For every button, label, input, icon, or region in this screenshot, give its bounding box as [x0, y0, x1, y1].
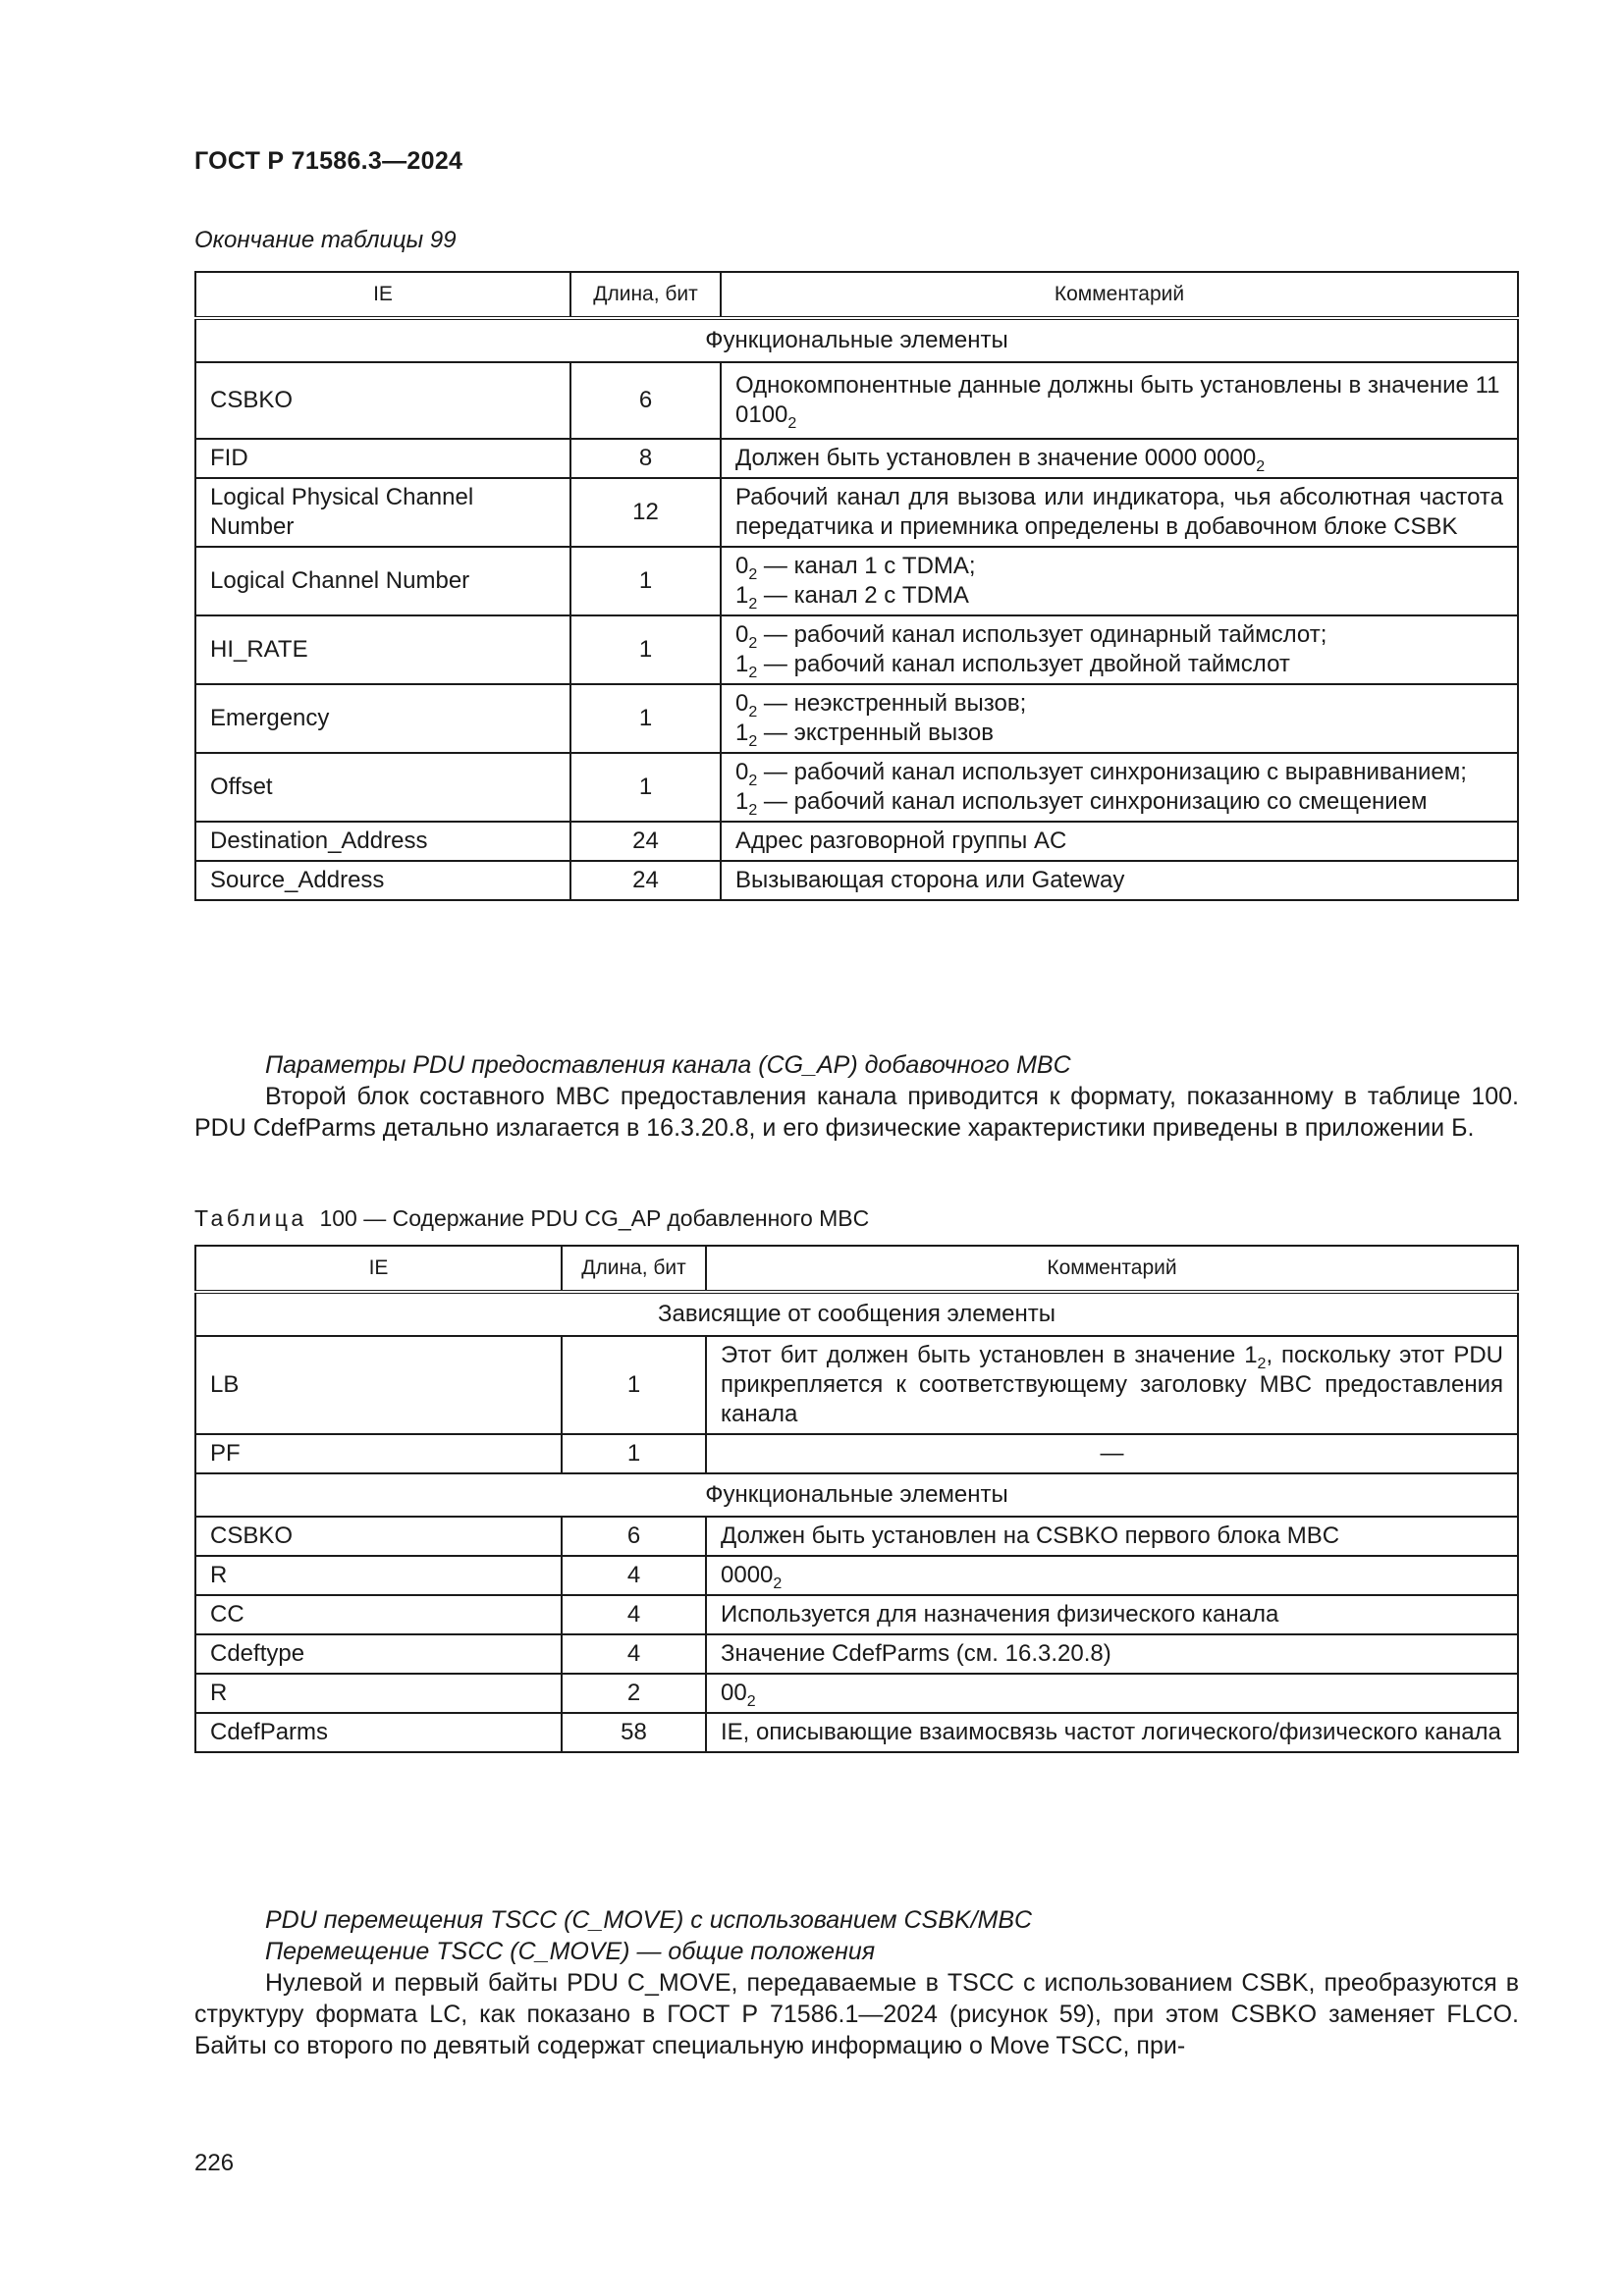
length-cell: 24: [570, 861, 721, 900]
length-cell: 1: [570, 615, 721, 684]
ie-cell: Offset: [195, 753, 570, 822]
comment-cell: $0_2$ — рабочий канал использует одинарный таймслот; $1_2$ — рабочий канал использует двойной таймслот: [721, 615, 1518, 684]
table-row: [195, 439, 1518, 478]
ie-cell: Source_Address: [195, 861, 570, 900]
comment-cell: $0_2$ — неэкстренный вызов; $1_2$ — экстренный вызов: [721, 684, 1518, 753]
table-100-caption: Таблица 100 — Содержание PDU CG_AP добавленного MBC: [194, 1205, 870, 1231]
ie-cell: LB: [195, 1336, 562, 1434]
length-cell: 1: [562, 1336, 706, 1434]
table-row: [195, 615, 1518, 684]
length-cell: 58: [562, 1713, 706, 1752]
table-row: [195, 1634, 1518, 1674]
section-row: [195, 1473, 1518, 1517]
ie-cell: CSBKO: [195, 1517, 562, 1556]
table-header-row: [195, 1246, 1518, 1292]
length-cell: 2: [562, 1674, 706, 1713]
ie-cell: Logical Channel Number: [195, 547, 570, 615]
table-row: [195, 1556, 1518, 1595]
ie-cell: HI_RATE: [195, 615, 570, 684]
ie-cell: Emergency: [195, 684, 570, 753]
section-row: [195, 318, 1518, 362]
comment-cell: $0_2$ — канал 1 с TDMA; $1_2$ — канал 2 с TDMA: [721, 547, 1518, 615]
table-row: [195, 1517, 1518, 1556]
section-title: Зависящие от сообщения элементы: [195, 1292, 1518, 1336]
length-cell: 4: [562, 1634, 706, 1674]
length-cell: 8: [570, 439, 721, 478]
comment-cell: Должен быть установлен на CSBKO первого блока MBC: [706, 1517, 1518, 1556]
comment-cell: IE, описывающие взаимосвязь частот логического/физического канала: [706, 1713, 1518, 1752]
column-header-ie: IE: [195, 272, 570, 318]
table-row: [195, 547, 1518, 615]
comment-cell: Этот бит должен быть установлен в значение $1_2$, поскольку этот PDU прикрепляется к соответствующему заголовку MBC предоставления канала: [706, 1336, 1518, 1434]
table-row: [195, 861, 1518, 900]
body-paragraph: Нулевой и первый байты PDU C_MOVE, передаваемые в TSCC с использованием CSBK, преобразуются в структуру формата LC, как показано в ГОСТ Р 71586.1—2024 (рисунок 59), при этом CSBKO заменяет FLCO. Байты со второго по девятый содержат специальную информацию о Move TSCC, при-: [194, 1969, 1519, 2059]
comment-cell: Должен быть установлен в значение 0000 $0000_2$: [721, 439, 1518, 478]
ie-cell: CC: [195, 1595, 562, 1634]
table-header-row: [195, 272, 1518, 318]
table-100: [194, 1245, 1519, 1753]
table-row: [195, 1434, 1518, 1473]
comment-cell: Однокомпонентные данные должны быть установлены в значение 11 $0100_2$: [721, 362, 1518, 439]
length-cell: 12: [570, 478, 721, 547]
ie-cell: Logical Physical Channel Number: [195, 478, 570, 547]
comment-cell: Рабочий канал для вызова или индикатора, чья абсолютная частота передатчика и приемника определены в добавочном блоке CSBK: [721, 478, 1518, 547]
table-row: [195, 753, 1518, 822]
body-paragraph: Второй блок составного MBC предоставления канала приводится к формату, показанному в таблице 100. PDU CdefParms детально излагается в 16.3.20.8, и его физические характеристики приведены в приложении Б.: [194, 1083, 1519, 1142]
comment-cell: —: [706, 1434, 1518, 1473]
cg-ap-section: [194, 1049, 1519, 1144]
table-row: [195, 362, 1518, 439]
page-number: 226: [194, 2150, 235, 2176]
column-header-ie: IE: [195, 1246, 562, 1292]
column-header-length: Длина, бит: [570, 272, 721, 318]
section-title: Функциональные элементы: [195, 1473, 1518, 1517]
ie-cell: CdefParms: [195, 1713, 562, 1752]
column-header-length: Длина, бит: [562, 1246, 706, 1292]
comment-cell: Вызывающая сторона или Gateway: [721, 861, 1518, 900]
comment-cell: $0_2$ — рабочий канал использует синхронизацию с выравниванием; $1_2$ — рабочий канал использует синхронизацию со смещением: [721, 753, 1518, 822]
table-row: [195, 1336, 1518, 1434]
ie-cell: R: [195, 1556, 562, 1595]
ie-cell: Cdeftype: [195, 1634, 562, 1674]
ie-cell: R: [195, 1674, 562, 1713]
table-row: [195, 1595, 1518, 1634]
ie-cell: PF: [195, 1434, 562, 1473]
length-cell: 1: [570, 547, 721, 615]
ie-cell: Destination_Address: [195, 822, 570, 861]
standard-header: ГОСТ Р 71586.3—2024: [194, 147, 463, 175]
table-row: [195, 1713, 1518, 1752]
table-row: [195, 478, 1518, 547]
table-99-continuation-caption: Окончание таблицы 99: [194, 227, 457, 253]
length-cell: 6: [570, 362, 721, 439]
comment-cell: Значение CdefParms (см. 16.3.20.8): [706, 1634, 1518, 1674]
section-heading: Параметры PDU предоставления канала (CG_AP) добавочного MBC: [265, 1051, 1071, 1079]
column-header-comment: Комментарий: [706, 1246, 1518, 1292]
subsection-heading: Перемещение TSCC (C_MOVE) — общие положения: [265, 1938, 876, 1965]
section-heading: PDU перемещения TSCC (C_MOVE) с использованием CSBK/MBC: [265, 1906, 1033, 1934]
section-row: [195, 1292, 1518, 1336]
table-99: [194, 271, 1519, 901]
comment-cell: Используется для назначения физического канала: [706, 1595, 1518, 1634]
length-cell: 6: [562, 1517, 706, 1556]
table-row: [195, 684, 1518, 753]
comment-cell: $00_2$: [706, 1674, 1518, 1713]
length-cell: 4: [562, 1595, 706, 1634]
comment-cell: $0000_2$: [706, 1556, 1518, 1595]
table-row: [195, 1674, 1518, 1713]
length-cell: 24: [570, 822, 721, 861]
ie-cell: CSBKO: [195, 362, 570, 439]
length-cell: 1: [570, 753, 721, 822]
length-cell: 4: [562, 1556, 706, 1595]
column-header-comment: Комментарий: [721, 272, 1518, 318]
length-cell: 1: [570, 684, 721, 753]
comment-cell: Адрес разговорной группы AC: [721, 822, 1518, 861]
c-move-section: [194, 1904, 1519, 2061]
length-cell: 1: [562, 1434, 706, 1473]
section-title: Функциональные элементы: [195, 318, 1518, 362]
ie-cell: FID: [195, 439, 570, 478]
table-row: [195, 822, 1518, 861]
